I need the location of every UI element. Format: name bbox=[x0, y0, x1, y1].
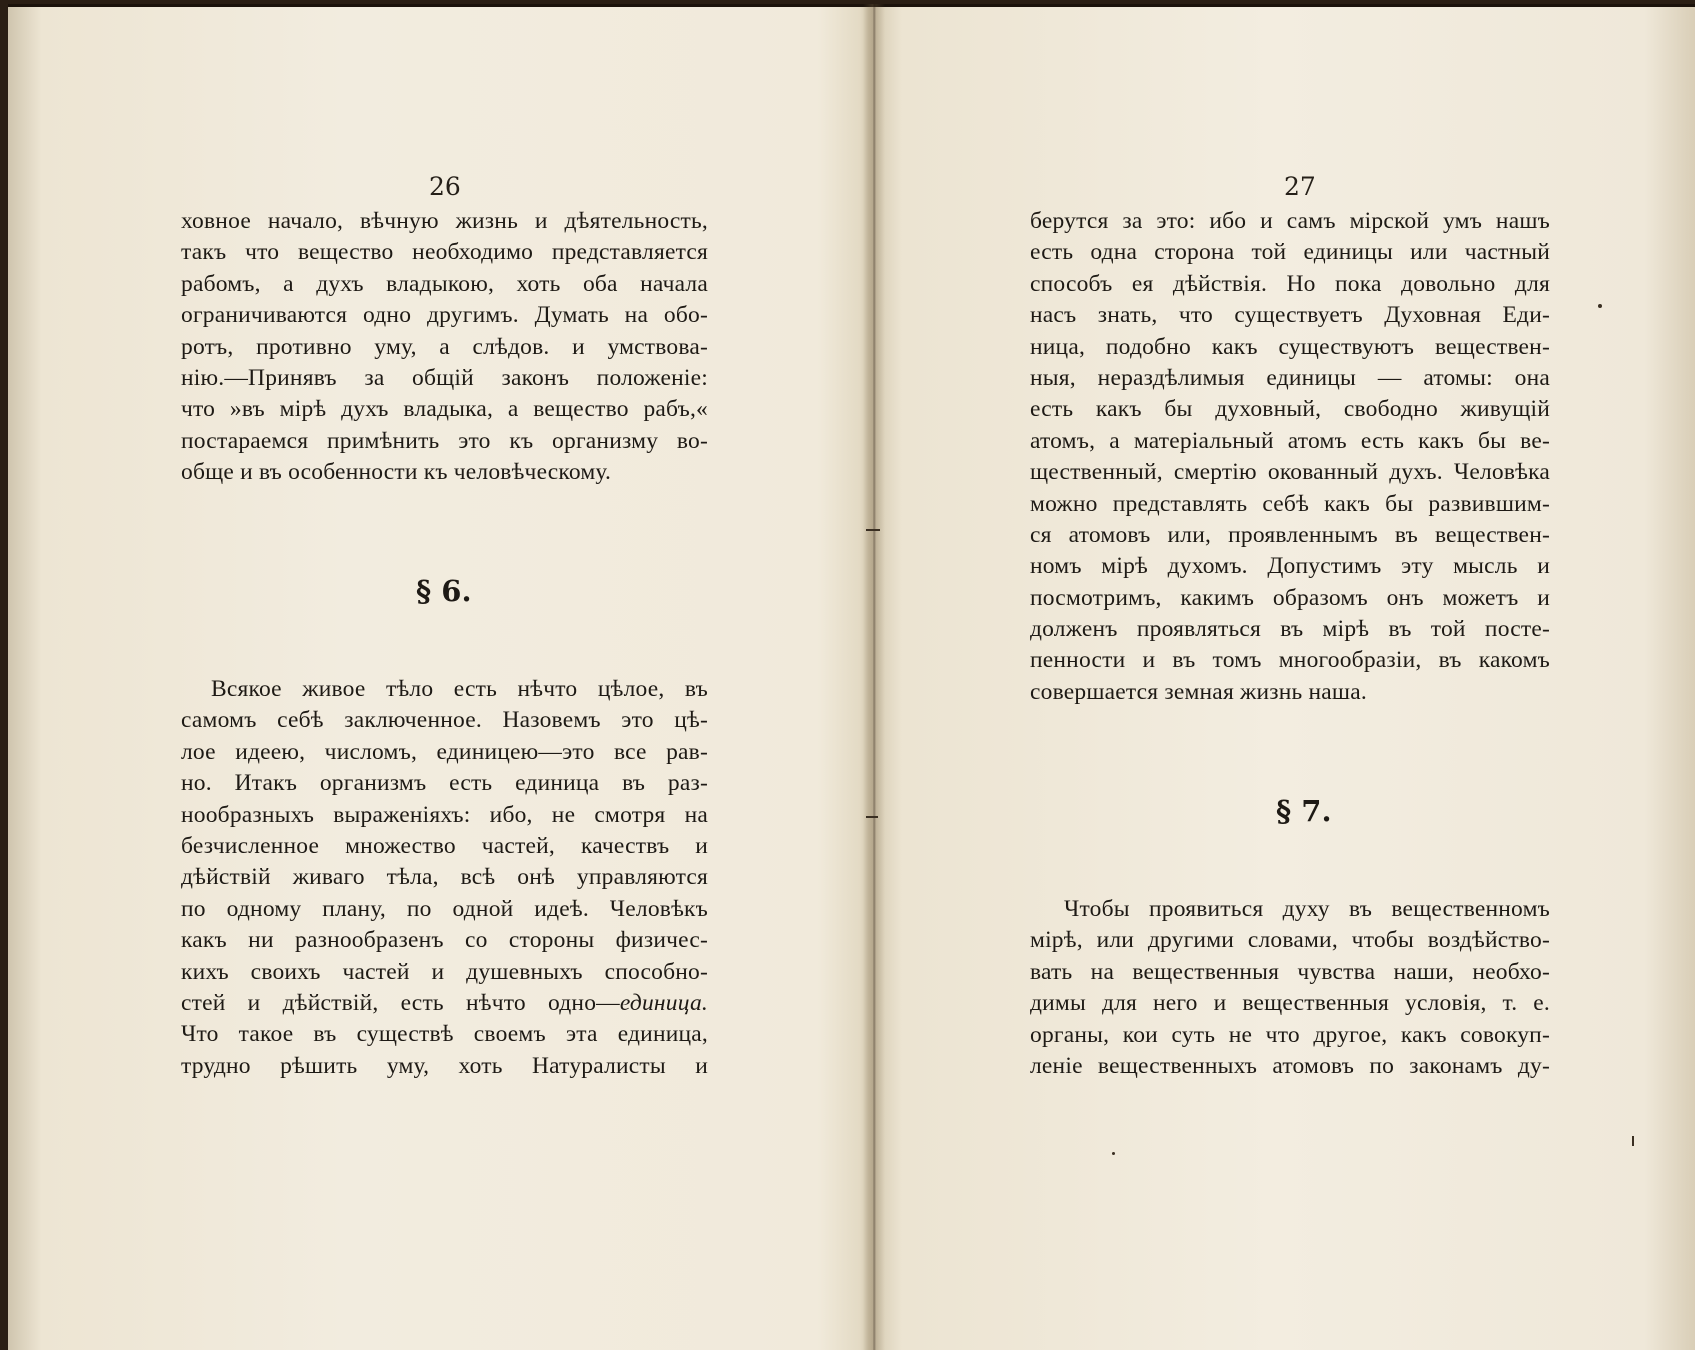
text-line: ограничиваются одно другимъ. Думать на обо- bbox=[181, 302, 708, 329]
text-line: ховное начало, вѣчную жизнь и дѣятельность, bbox=[181, 208, 708, 234]
italic-word: единица. bbox=[619, 989, 708, 1016]
text-line: Чтобы проявиться духу въ вещественномъ bbox=[1064, 896, 1550, 922]
text-line: мірѣ, или другими словами, чтобы воздѣйство- bbox=[1030, 927, 1550, 954]
text-line: кихъ своихъ частей и душевныхъ способно- bbox=[181, 958, 708, 985]
text-line: есть какъ бы духовный, свободно живущій bbox=[1030, 396, 1550, 423]
text-line: щественный, смертію окованный духъ. Человѣка bbox=[1030, 459, 1550, 486]
text-line bbox=[181, 988, 708, 1019]
right-paragraph-2 bbox=[1030, 894, 1550, 1082]
text-line: Что такое въ существѣ своемъ эта единица, bbox=[181, 1021, 708, 1048]
binding-thread-mark bbox=[866, 816, 878, 818]
text-line: ныя, нераздѣлимыя единицы — атомы: она bbox=[1030, 364, 1550, 391]
right-page bbox=[878, 4, 1695, 1350]
text-line: ротъ, противно уму, а слѣдов. и умствова- bbox=[181, 333, 708, 360]
text-line: лое идеею, числомъ, единицею—это все рав- bbox=[181, 738, 708, 765]
text-line: такъ что вещество необходимо представляется bbox=[181, 239, 708, 266]
text-line: совершается земная жизнь наша. bbox=[1030, 678, 1367, 705]
text-line: постараемся примѣнить это къ организму во- bbox=[181, 427, 708, 454]
text-line: берутся за это: ибо и самъ мірской умъ нашъ bbox=[1030, 208, 1550, 234]
text-line: пенности и въ томъ многообразіи, въ какомъ bbox=[1030, 647, 1550, 674]
text-line: трудно рѣшить уму, хоть Натуралисты и bbox=[181, 1052, 708, 1079]
text-line: атомъ, а матеріальный атомъ есть какъ бы ве- bbox=[1030, 427, 1550, 454]
page-number-left: 26 bbox=[429, 172, 461, 201]
text-line: ница, подобно какъ существуютъ веществен- bbox=[1030, 333, 1550, 360]
text-line: ся атомовъ или, проявленнымъ въ веществен- bbox=[1030, 521, 1550, 548]
ink-speck bbox=[1112, 1152, 1115, 1155]
text-line: леніе вещественныхъ атомовъ по законамъ ду- bbox=[1030, 1052, 1550, 1079]
section-heading-6: § 6. bbox=[416, 574, 472, 608]
text-line: обще и въ особенности къ человѣческому. bbox=[181, 459, 612, 486]
text-line: по одному плану, по одной идеѣ. Человѣкъ bbox=[181, 895, 708, 922]
text-line: нію.—Принявъ за общій законъ положеніе: bbox=[181, 364, 708, 391]
text-line: насъ знать, что существуетъ Духовная Еди- bbox=[1030, 302, 1550, 329]
text-line: есть одна сторона той единицы или частный bbox=[1030, 239, 1550, 266]
text-line: нообразныхъ выраженіяхъ: ибо, не смотря на bbox=[181, 801, 708, 828]
text-run: стей и дѣйствій, есть нѣчто одно— bbox=[181, 989, 620, 1016]
text-line: какъ ни разнообразенъ со стороны физичес- bbox=[181, 927, 708, 954]
left-page bbox=[8, 4, 870, 1350]
text-line: способъ ея дѣйствія. Но пока довольно для bbox=[1030, 270, 1550, 297]
text-line: долженъ проявляться въ мірѣ въ той посте- bbox=[1030, 616, 1550, 643]
text-line: можно представлять себѣ какъ бы развившим- bbox=[1030, 490, 1550, 517]
left-paragraph-2 bbox=[181, 674, 708, 1082]
text-line: что »въ мірѣ духъ владыка, а вещество рабъ,« bbox=[181, 396, 708, 423]
text-line: рабомъ, а духъ владыкою, хоть оба начала bbox=[181, 270, 708, 297]
text-line: самомъ себѣ заключенное. Назовемъ это цѣ- bbox=[181, 707, 708, 734]
text-line: но. Итакъ организмъ есть единица въ раз- bbox=[181, 770, 708, 797]
text-line: посмотримъ, какимъ образомъ онъ можетъ и bbox=[1030, 584, 1550, 611]
text-line: безчисленное множество частей, качествъ и bbox=[181, 832, 708, 859]
book-spread bbox=[8, 4, 1695, 1350]
left-paragraph-1 bbox=[181, 206, 708, 489]
section-heading-7: § 7. bbox=[1276, 794, 1332, 828]
page-number-right: 27 bbox=[1284, 172, 1316, 201]
text-line: Всякое живое тѣло есть нѣчто цѣлое, въ bbox=[211, 676, 708, 702]
text-line: вать на вещественныя чувства наши, необхо- bbox=[1030, 958, 1550, 985]
text-line: дѣйствій живаго тѣла, всѣ онѣ управляются bbox=[181, 864, 708, 891]
text-line: димы для него и вещественныя условія, т. е. bbox=[1030, 990, 1550, 1017]
text-line: органы, кои суть не что другое, какъ совокуп- bbox=[1030, 1021, 1550, 1048]
right-paragraph-1 bbox=[1030, 206, 1550, 708]
text-line: номъ мірѣ духомъ. Допустимъ эту мысль и bbox=[1030, 553, 1550, 580]
binding-thread-mark bbox=[866, 529, 880, 531]
ink-speck bbox=[1598, 304, 1602, 308]
ink-speck bbox=[1632, 1136, 1634, 1146]
